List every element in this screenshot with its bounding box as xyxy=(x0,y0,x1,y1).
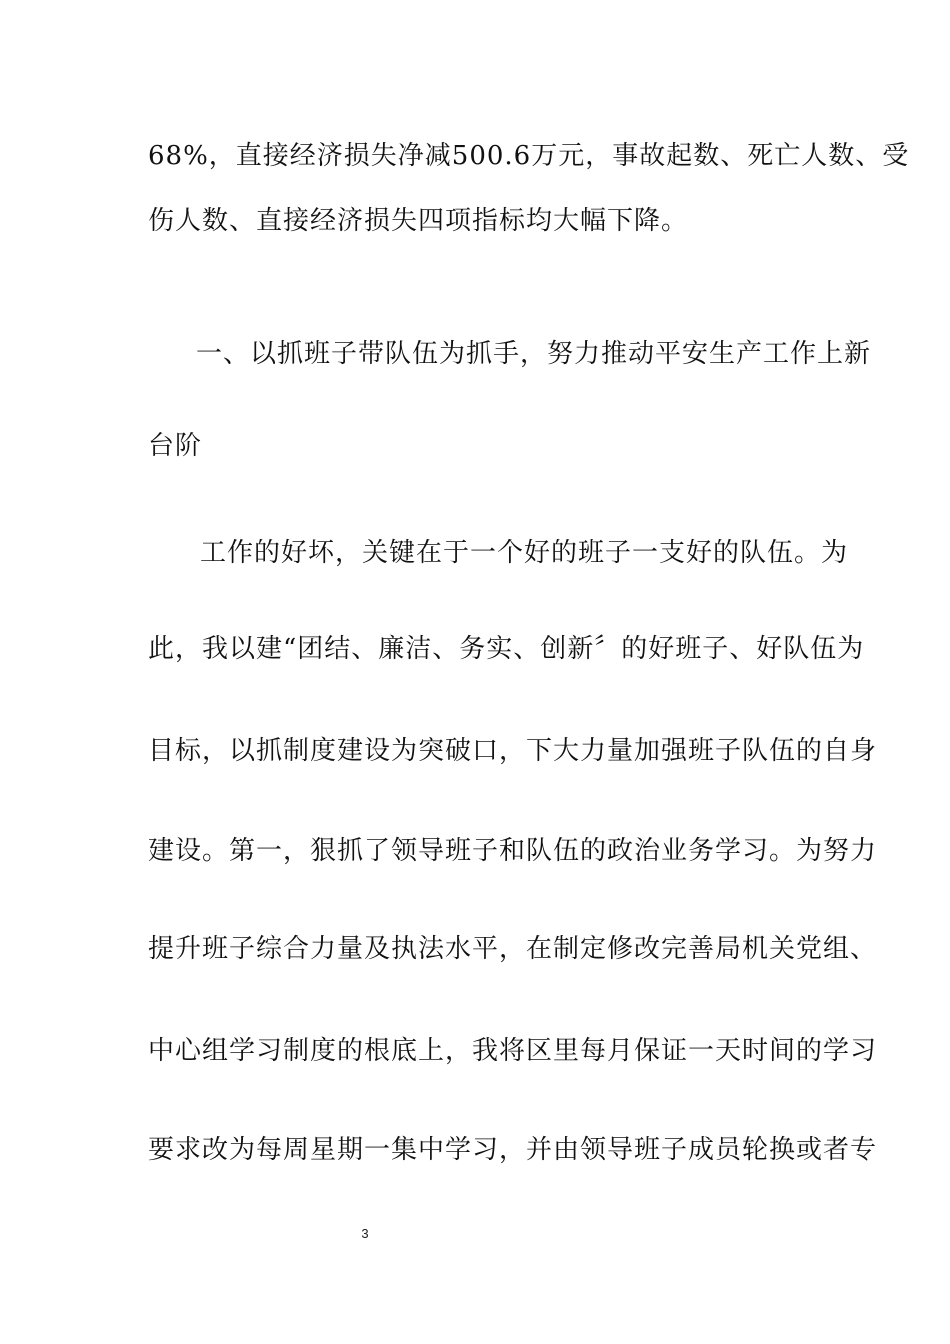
paragraph-line-4: 此，我以建“团结、廉洁、务实、创新〞的好班子、好队伍为 xyxy=(148,634,865,664)
paragraph-line-3: 工作的好坏，关键在于一个好的班子一支好的队伍。为 xyxy=(200,538,849,568)
paragraph-line-5: 目标，以抓制度建设为突破口，下大力量加强班子队伍的自身 xyxy=(148,736,878,766)
paragraph-line-2: 伤人数、直接经济损失四项指标均大幅下降。 xyxy=(148,206,689,236)
section-heading-line-2: 台阶 xyxy=(148,431,203,461)
paragraph-line-9: 要求改为每周星期一集中学习，并由领导班子成员轮换或者专 xyxy=(148,1135,878,1165)
paragraph-line-7: 提升班子综合力量及执法水平，在制定修改完善局机关党组、 xyxy=(148,934,878,964)
section-heading-line-1: 一、以抓班子带队伍为抓手，努力推动平安生产工作上新 xyxy=(196,339,872,369)
paragraph-line-8: 中心组学习制度的根底上，我将区里每月保证一天时间的学习 xyxy=(148,1036,878,1066)
paragraph-line-6: 建设。第一，狠抓了领导班子和队伍的政治业务学习。为努力 xyxy=(148,836,878,866)
page-number: 3 xyxy=(361,1226,369,1241)
paragraph-line-1: 68%，直接经济损失净减500.6万元，事故起数、死亡人数、受 xyxy=(148,141,910,171)
